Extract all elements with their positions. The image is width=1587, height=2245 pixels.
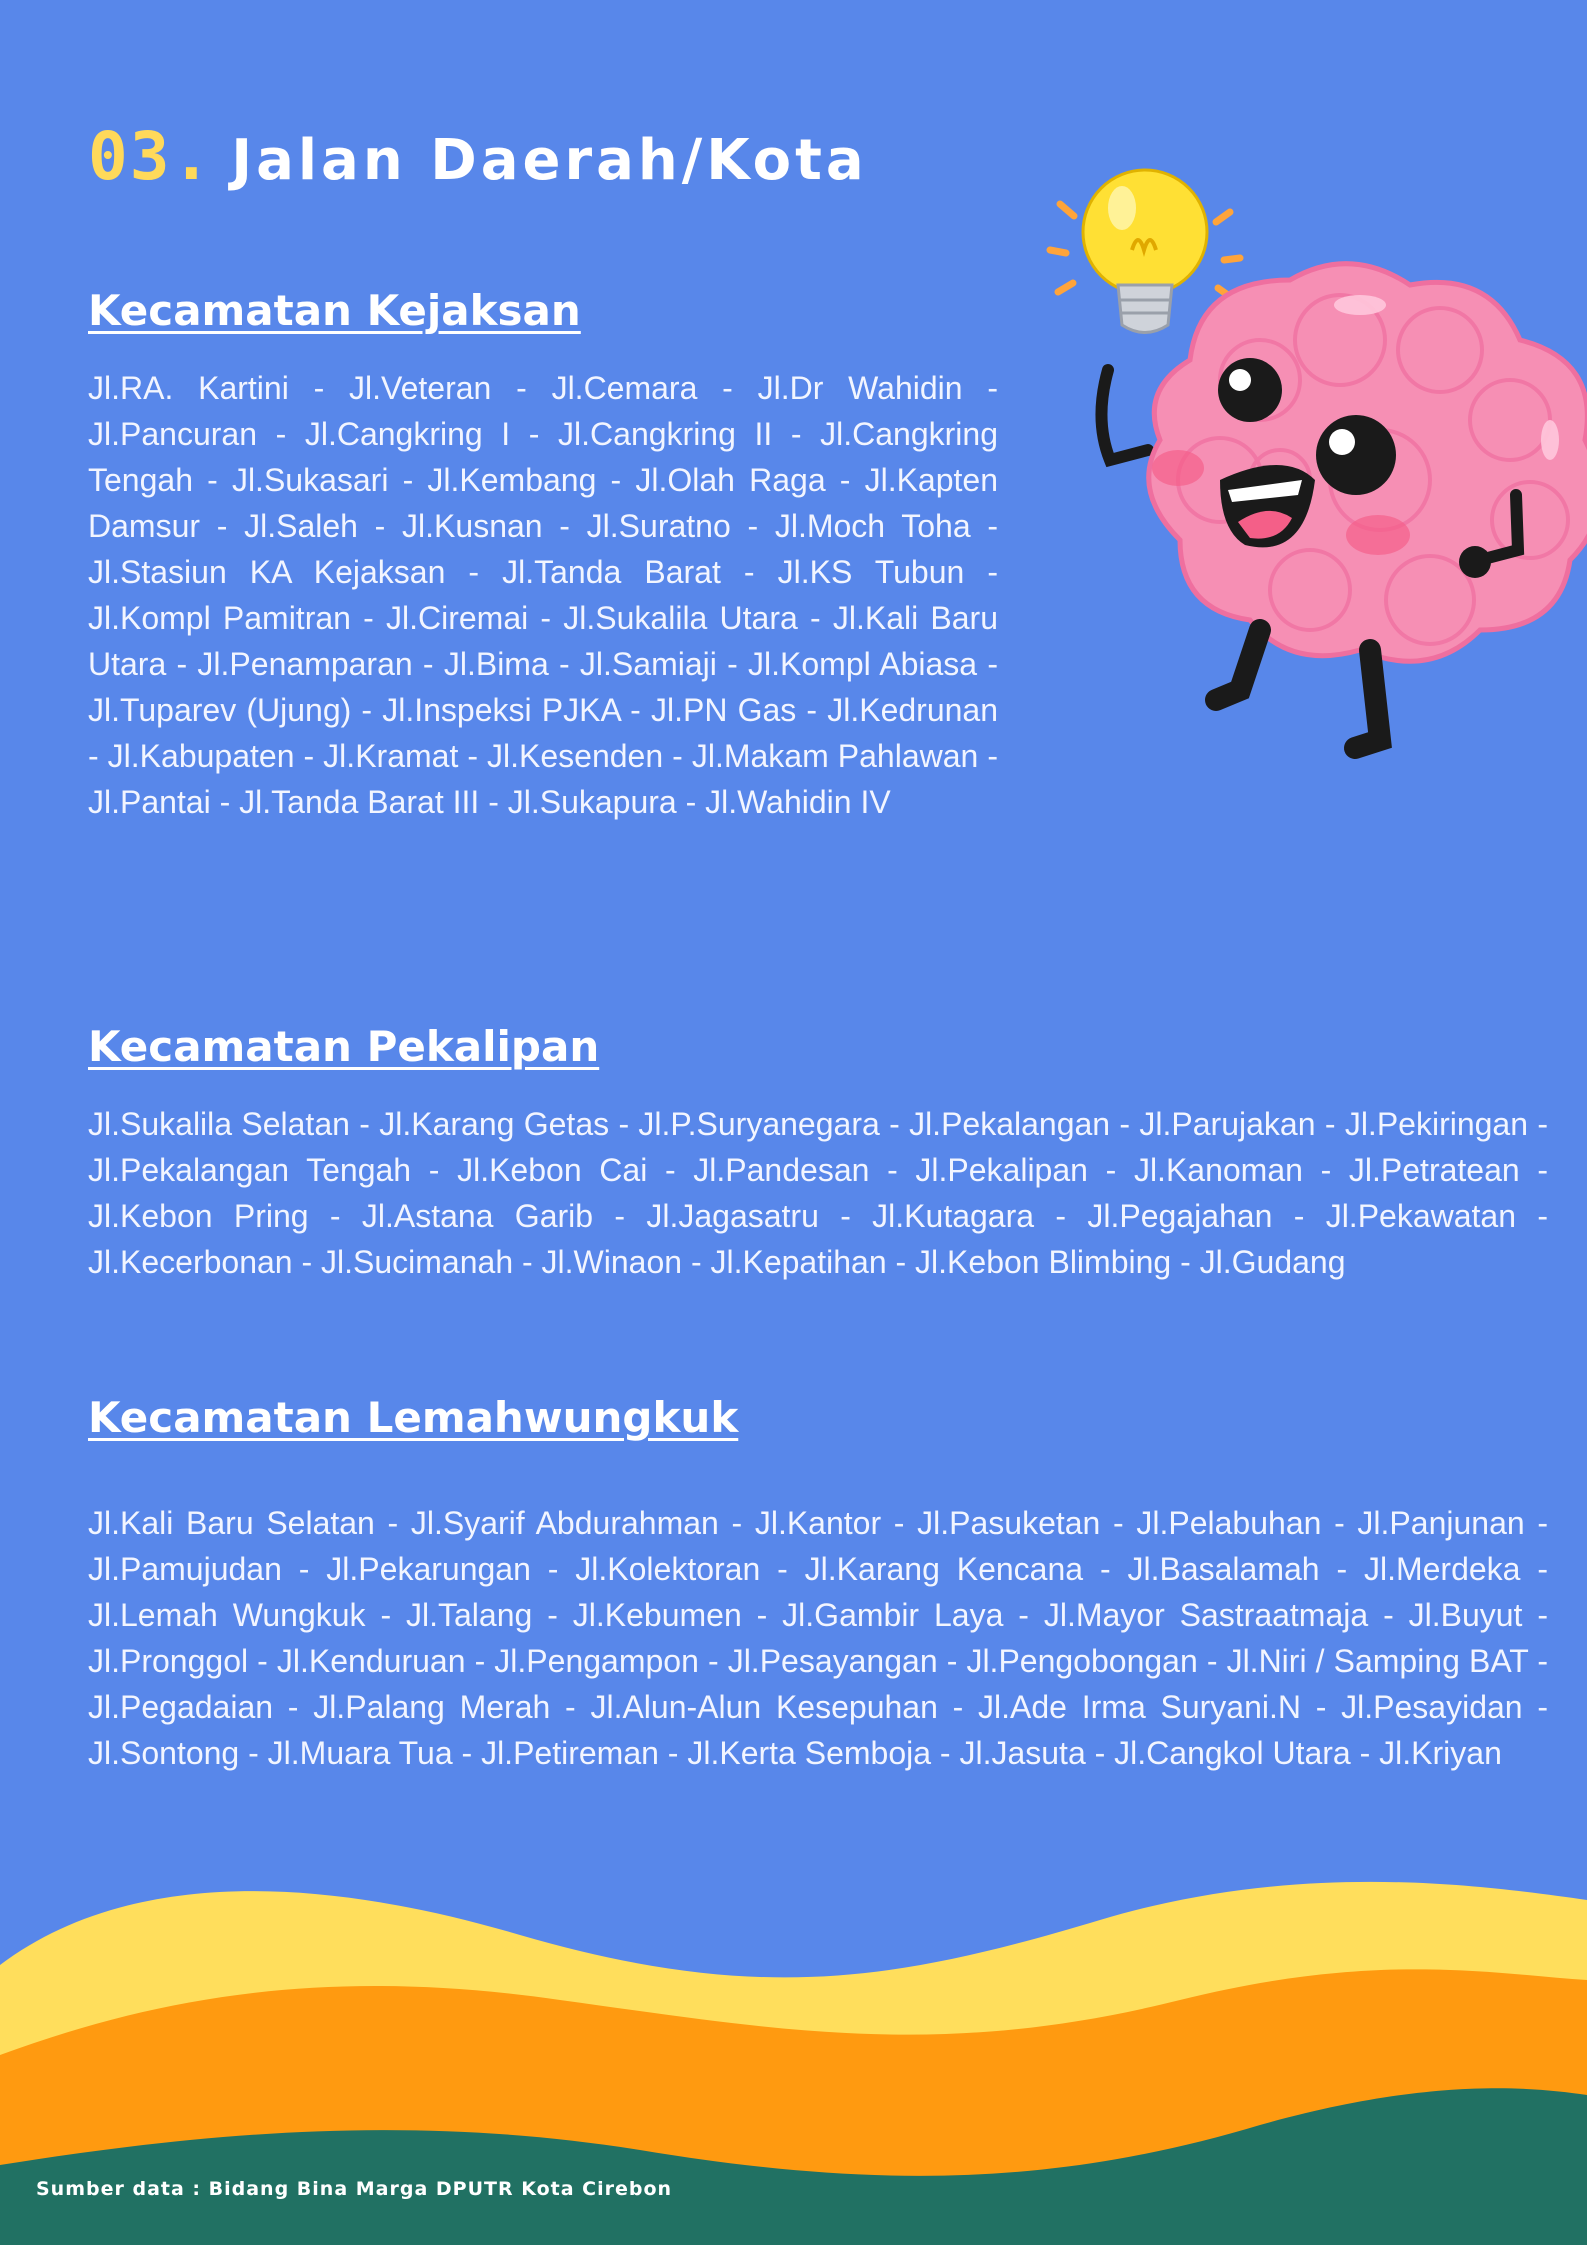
section-lemahwungkuk xyxy=(88,1393,1548,1776)
section-title-lemahwungkuk: Kecamatan Lemahwungkuk xyxy=(88,1393,739,1442)
lightbulb-icon xyxy=(1083,170,1207,333)
street-list-pekalipan: Jl.Sukalila Selatan - Jl.Karang Getas - Jl.P.Suryanegara - Jl.Pekalangan - Jl.Parujakan - Jl.Pekiringan - Jl.Pekalangan Tengah - Jl.Kebon Cai - Jl.Pandesan - Jl.Pekalipan - Jl.Kanoman - Jl.Petratean - Jl.Kebon Pring - Jl.Astana Garib - Jl.Jagasatru - Jl.Kutagara - Jl.Pegajahan - Jl.Pekawatan - Jl.Kecerbonan - Jl.Sucimanah - Jl.Winaon - Jl.Kepatihan - Jl.Kebon Blimbing - Jl.Gudang xyxy=(88,1106,1548,1280)
page-heading xyxy=(88,118,868,195)
section-title-kejaksan: Kecamatan Kejaksan xyxy=(88,286,581,335)
street-list-lemahwungkuk: Jl.Kali Baru Selatan - Jl.Syarif Abdurahman - Jl.Kantor - Jl.Pasuketan - Jl.Pelabuhan - Jl.Panjunan - Jl.Pamujudan - Jl.Pekarungan - Jl.Kolektoran - Jl.Karang Kencana - Jl.Basalamah - Jl.Merdeka - Jl.Lemah Wungkuk - Jl.Talang - Jl.Kebumen - Jl.Gambir Laya - Jl.Mayor Sastraatmaja - Jl.Buyut - Jl.Pronggol - Jl.Kenduruan - Jl.Pengampon - Jl.Pesayangan - Jl.Pengobongan - Jl.Niri / Samping BAT - Jl.Pegadaian - Jl.Palang Merah - Jl.Alun-Alun Kesepuhan - Jl.Ade Irma Suryani.N - Jl.Pesayidan - Jl.Sontong - Jl.Muara Tua - Jl.Petireman - Jl.Kerta Semboja - Jl.Jasuta - Jl.Cangkol Utara - Jl.Kriyan xyxy=(88,1505,1548,1771)
page-title: Jalan Daerah/Kota xyxy=(231,128,868,193)
section-number-dot: . xyxy=(171,118,212,195)
data-source-note: Sumber data : Bidang Bina Marga DPUTR Kota Cirebon xyxy=(36,2178,673,2200)
section-kejaksan xyxy=(88,286,998,825)
section-title-pekalipan: Kecamatan Pekalipan xyxy=(88,1022,600,1071)
brain-lightbulb-mascot-icon xyxy=(1040,150,1587,790)
section-number: 03 xyxy=(88,118,172,195)
section-pekalipan xyxy=(88,1022,1548,1285)
street-list-kejaksan: Jl.RA. Kartini - Jl.Veteran - Jl.Cemara - Jl.Dr Wahidin - Jl.Pancuran - Jl.Cangkring I - Jl.Cangkring II - Jl.Cangkring Tengah - Jl.Sukasari - Jl.Kembang - Jl.Olah Raga - Jl.Kapten Damsur - Jl.Saleh - Jl.Kusnan - Jl.Suratno - Jl.Moch Toha - Jl.Stasiun KA Kejaksan - Jl.Tanda Barat - Jl.KS Tubun - Jl.Kompl Pamitran - Jl.Ciremai - Jl.Sukalila Utara - Jl.Kali Baru Utara - Jl.Penamparan - Jl.Bima - Jl.Samiaji - Jl.Kompl Abiasa - Jl.Tuparev (Ujung) - Jl.Inspeksi PJKA - Jl.PN Gas - Jl.Kedrunan - Jl.Kabupaten - Jl.Kramat - Jl.Kesenden - Jl.Makam Pahlawan - Jl.Pantai - Jl.Tanda Barat III - Jl.Sukapura - Jl.Wahidin IV xyxy=(88,370,998,820)
